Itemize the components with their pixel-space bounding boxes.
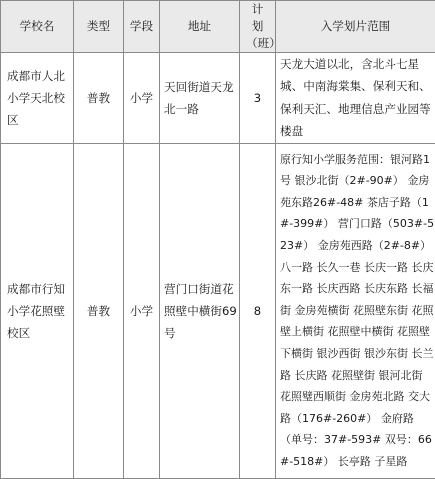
type-cell: 普教 (74, 143, 124, 478)
header-address: 地址 (160, 1, 240, 53)
table-row (1, 143, 435, 478)
stage-cell: 小学 (124, 53, 160, 144)
header-school: 学校名 (1, 1, 74, 53)
plan-cell: 8 (240, 143, 276, 478)
type-cell: 普教 (74, 53, 124, 144)
header-type: 类型 (74, 1, 124, 53)
address-cell: 天回街道天龙北一路 (160, 53, 240, 144)
school-name-cell: 成都市人北小学天北校区 (1, 53, 74, 144)
school-name-cell: 成都市行知小学花照壁校区 (1, 143, 74, 478)
header-stage: 学段 (124, 1, 160, 53)
range-cell: 天龙大道以北，含北斗七星城、中南海棠集、保利天和、保利天汇、地理信息产业园等楼盘 (276, 53, 435, 144)
header-plan: 计划（班） (240, 1, 276, 53)
header-row (1, 1, 435, 53)
stage-cell: 小学 (124, 143, 160, 478)
table-row (1, 53, 435, 144)
range-cell: 原行知小学服务范围：银河路1号 银沙北街（2#-90#） 金房苑东路26#-48# 茶店子路（1#-399#） 营门口路（503#-523#） 金房苑西路（2#-8#） 八一路 长久一巷 长庆一路 长庆东一路 长庆西路 长庆东路 长福街 金房苑横街 花照壁东街 花照壁上横街 花照壁中横街 花照壁下横街 银沙西街 银沙东街 长兰路 长庆路 花照壁街 银河北街 花照璧西顺街 金房苑北路 交大路（176#-260#） 金府路 （单号：37#-593# 双号：66#-518#） 长亭路 子星路 (276, 143, 435, 478)
address-cell: 营门口街道花照壁中横街69号 (160, 143, 240, 478)
plan-cell: 3 (240, 53, 276, 144)
header-range: 入学划片范围 (276, 1, 435, 53)
